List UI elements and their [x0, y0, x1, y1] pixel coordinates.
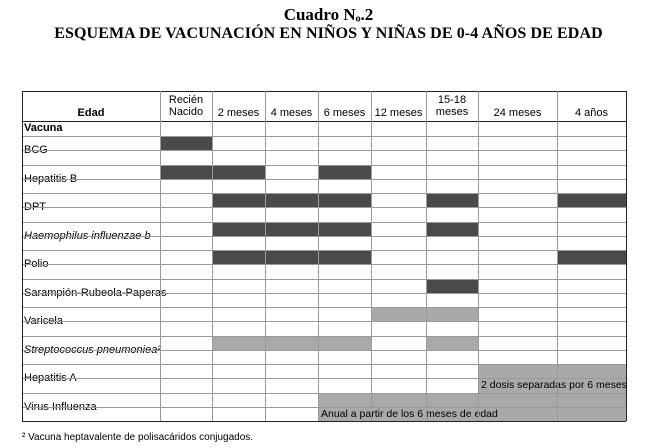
column-header-edad: Edad: [77, 107, 105, 119]
dose-bar: [427, 337, 478, 350]
dose-bar: [558, 194, 626, 207]
row-header-vacuna: Vacuna: [24, 122, 63, 134]
dose-bar: [213, 223, 371, 236]
table-title: ESQUEMA DE VACUNACIÓN EN NIÑOS Y NIÑAS DE 0-4 AÑOS DE EDAD: [54, 25, 603, 42]
grid-row-line: [22, 91, 626, 92]
grid-row-line: [22, 293, 626, 294]
vaccine-row-label: Streptococcus pneumoniea²: [24, 343, 161, 356]
vaccine-row-label: Hepatitis B: [24, 172, 78, 185]
grid-row-line: [22, 121, 626, 122]
grid-row-line: [22, 179, 626, 180]
grid-row-line: [22, 279, 626, 280]
grid-row-line: [22, 407, 626, 408]
dose-bar: [319, 166, 371, 179]
footnote: ² Vacuna heptavalente de polisacáridos conjugados.: [22, 432, 254, 443]
column-header: 15-18 meses: [435, 94, 469, 118]
vaccine-row-label: DPT: [24, 201, 46, 214]
grid-row-line: [22, 150, 626, 151]
grid-row-line: [22, 236, 626, 237]
grid-row-line: [22, 350, 626, 351]
dose-note: Anual a partir de los 6 meses de edad: [319, 408, 626, 421]
vaccine-row-label: Sarampión-Rubeola-Paperas: [24, 286, 167, 299]
grid-row-line: [22, 193, 626, 194]
dose-bar: [427, 280, 478, 293]
grid-row-line: [22, 165, 626, 166]
vaccine-row-label: Hepatitis A: [24, 372, 77, 385]
grid-row-line: [22, 264, 626, 265]
grid-row-line: [22, 364, 626, 365]
grid-column-line: [265, 91, 266, 421]
grid-row-line: [22, 321, 626, 322]
column-header: 24 meses: [493, 107, 542, 119]
dose-bar: [372, 308, 478, 321]
grid-row-line: [22, 136, 626, 137]
grid-row-line: [22, 336, 626, 337]
column-header: 4 meses: [270, 107, 313, 119]
dose-note: 2 dosis separadas por 6 meses: [481, 379, 627, 392]
grid-row-line: [22, 307, 626, 308]
vaccine-row-label: BCG: [24, 144, 48, 157]
grid-column-line: [160, 91, 161, 421]
column-header: 6 meses: [323, 107, 366, 119]
dose-bar: [319, 394, 626, 407]
vaccine-row-label: Haemophilus influenzae b: [24, 229, 151, 242]
vaccine-row-label: Polio: [24, 258, 49, 271]
dose-bar: [427, 194, 478, 207]
grid-row-line: [22, 207, 626, 208]
grid-row-line: [22, 421, 626, 422]
dose-bar: [558, 251, 626, 264]
column-header: 12 meses: [374, 107, 423, 119]
dose-bar: [161, 137, 212, 150]
grid-row-line: [22, 250, 626, 251]
vaccine-row-label: Virus Influenza: [24, 400, 97, 413]
grid-column-line: [478, 91, 479, 421]
dose-bar: [427, 223, 478, 236]
vaccination-schedule-table: [22, 91, 626, 421]
grid-column-line: [318, 91, 319, 421]
grid-column-line: [426, 91, 427, 421]
table-number-title: Cuadro Nₒ.2: [283, 5, 374, 24]
grid-column-line: [22, 91, 23, 421]
grid-column-line: [371, 91, 372, 421]
grid-row-line: [22, 393, 626, 394]
dose-bar: [213, 251, 371, 264]
grid-row-line: [22, 378, 626, 379]
dose-bar: [479, 365, 626, 378]
dose-bar: [213, 194, 371, 207]
column-header: Recién Nacido: [168, 94, 204, 118]
grid-column-line: [626, 91, 627, 421]
column-header: 2 meses: [217, 107, 260, 119]
dose-bar: [161, 166, 265, 179]
vaccine-row-label: Varicela: [24, 315, 63, 328]
column-header: 4 años: [574, 107, 609, 119]
grid-column-line: [557, 91, 558, 421]
dose-bar: [213, 337, 371, 350]
grid-column-line: [212, 91, 213, 421]
grid-row-line: [22, 222, 626, 223]
